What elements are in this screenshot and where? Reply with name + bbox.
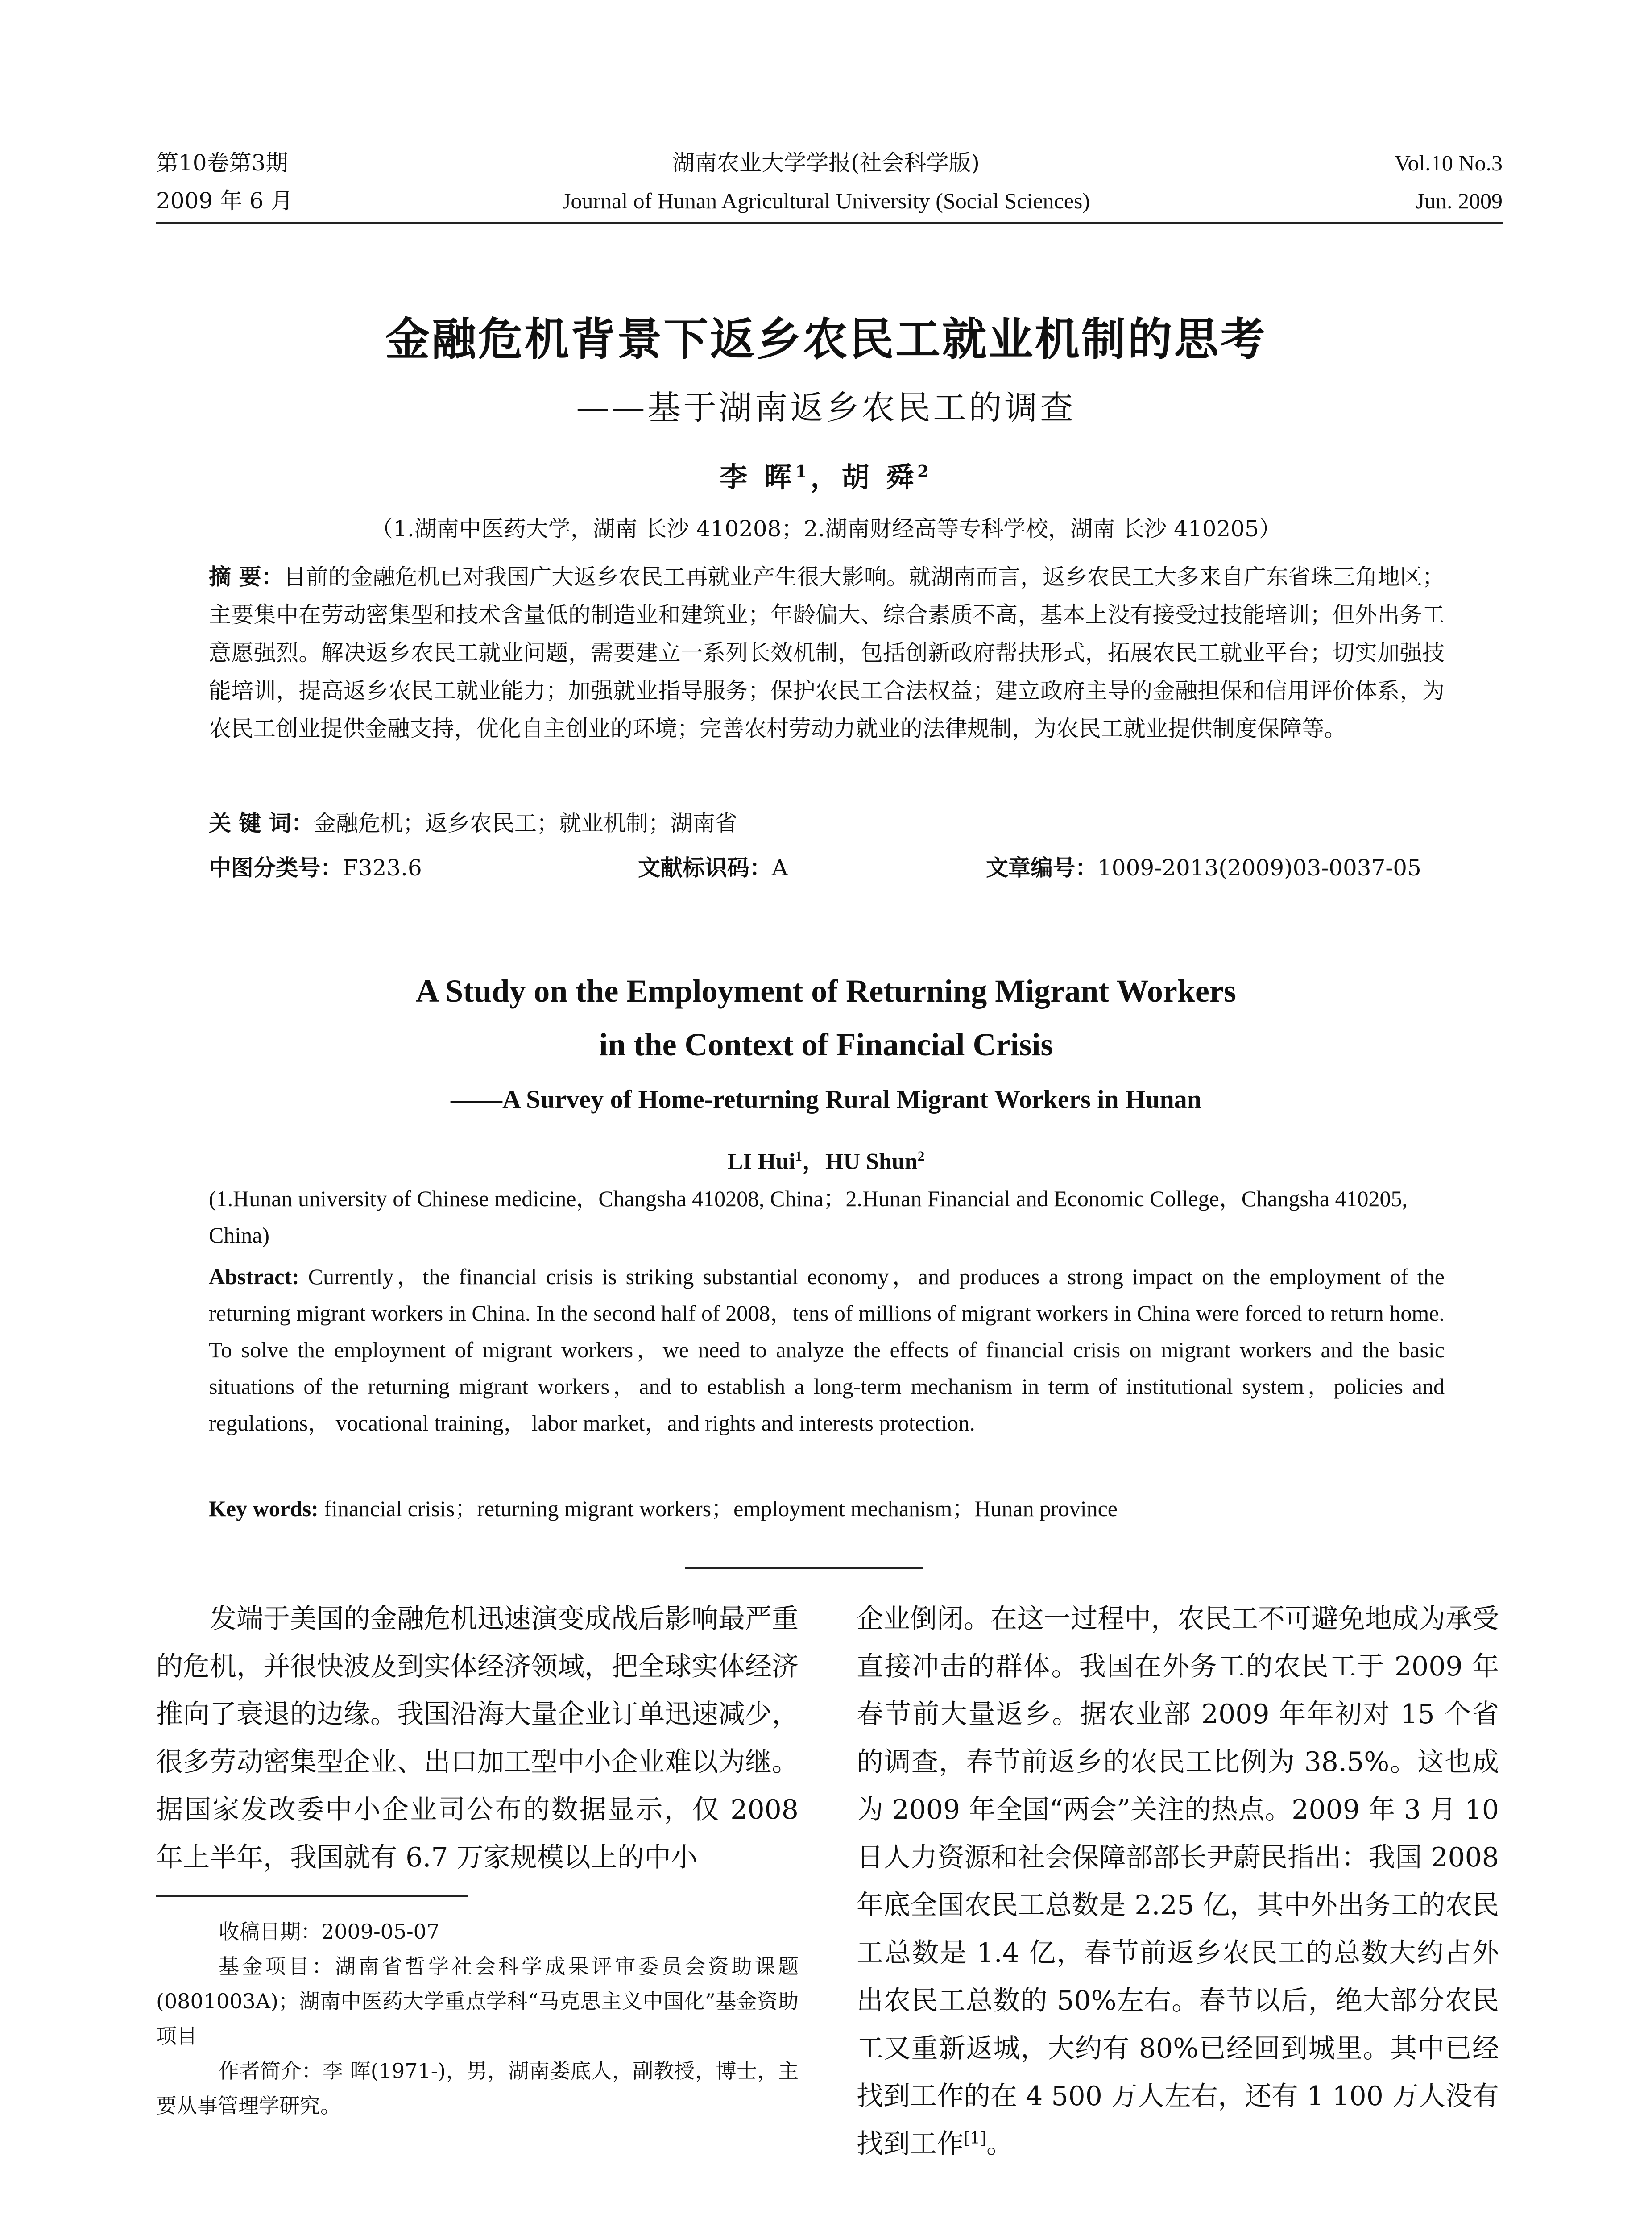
en-subtitle: ——A Survey of Home-returning Rural Migrant Workers in Hunan: [450, 1085, 1202, 1114]
cn-author-1-sup: 1: [795, 461, 811, 481]
cn-author-2: 胡 舜: [841, 461, 918, 493]
cn-author-sep: ，: [810, 461, 842, 493]
en-abstract-label: Abstract:: [209, 1264, 299, 1289]
cn-affiliation: （1.湖南中医药大学，湖南 长沙 410208；2.湖南财经高等专科学校，湖南 长沙 410205）: [371, 516, 1281, 542]
header-journal-en: Journal of Hunan Agricultural University (Social Sciences): [562, 188, 1090, 213]
body-right-text: 企业倒闭。在这一过程中，农民工不可避免地成为承受直接冲击的群体。我国在外务工的农民工于 2009 年春节前大量返乡。据农业部 2009 年年初对 15 个省的调查，春节前返乡的农民工比例为 38.5%。这也成为 2009 年全国“两会”关注的热点。2009 年 3 月 10 日人力资源和社会保障部部长尹蔚民指出：我国 2008 年底全国农民工总数是 2.25 亿，其中外出务工的农民工总数是 1.4 亿，春节前返乡农民工的总数大约占外出农民工总数的 50%左右。春节以后，绝大部分农民工又重新返城，大约有 80%已经回到城里。其中已经找到工作的在 4 500 万人左右，还有 1 100 万人没有找到工作: [857, 1603, 1499, 2160]
footnote-rule: [156, 1895, 468, 1897]
header-rule: [156, 222, 1503, 224]
en-abstract-text: Currently，the financial crisis is striking substantial economy，and produces a strong impact on the employment of the returning migrant workers in China. In the second half of 2008，tens of millions of migrant workers in China were forced to return home. To solve the employment of migrant workers，we need to analyze the effects of financial crisis on migrant workers and the basic situations of the returning migrant workers，and to establish a long-term mechanism in term of institutional system，policies and regulations， vocational training， labor market，and rights and interests protection.: [209, 1264, 1445, 1435]
citation-ref: [1]: [964, 2129, 986, 2148]
body-right-paragraph: [857, 1595, 1499, 2168]
header-volume-en: Vol.10 No.3: [1394, 150, 1503, 175]
section-divider: [685, 1567, 923, 1569]
cn-clc-value: F323.6: [343, 855, 422, 881]
en-keywords: [209, 1490, 1445, 1527]
footnote-fund: 基金项目：湖南省哲学社会科学成果评审委员会资助课题(0801003A)；湖南中医药大学重点学科“马克思主义中国化”基金资助项目: [156, 1954, 799, 2048]
cn-article-value: 1009-2013(2009)03-0037-05: [1097, 855, 1421, 881]
en-title-line1: A Study on the Employment of Returning Migrant Workers: [416, 973, 1236, 1009]
header-volume-cn: 第10卷第3期: [156, 150, 288, 176]
en-title-line2: in the Context of Financial Crisis: [599, 1027, 1053, 1062]
en-keywords-label: Key words:: [209, 1496, 319, 1521]
cn-author-2-sup: 2: [917, 461, 932, 481]
cn-doc-label: 文献标识码：: [638, 854, 772, 881]
cn-author-1: 李 晖: [720, 461, 795, 493]
header-journal-cn: 湖南农业大学学报(社会科学版): [672, 150, 980, 176]
cn-article-number: [986, 852, 1421, 883]
cn-abstract-text: 目前的金融危机已对我国广大返乡农民工再就业产生很大影响。就湖南而言，返乡农民工大多来自广东省珠三角地区；主要集中在劳动密集型和技术含量低的制造业和建筑业；年龄偏大、综合素质不高，基本上没有接受过技能培训；但外出务工意愿强烈。解决返乡农民工就业问题，需要建立一系列长效机制，包括创新政府帮扶形式，拓展农民工就业平台；切实加强技能培训，提高返乡农民工就业能力；加强就业指导服务；保护农民工合法权益；建立政府主导的金融担保和信用评价体系，为农民工创业提供金融支持，优化自主创业的环境；完善农村劳动力就业的法律规制，为农民工就业提供制度保障等。: [209, 564, 1445, 742]
cn-keywords: [209, 808, 737, 839]
en-author-1-sup: 1: [795, 1148, 803, 1164]
cn-authors: [0, 455, 1652, 495]
en-authors: [0, 1142, 1652, 1176]
cn-keywords-label: 关 键 词：: [209, 810, 314, 836]
header-date-cn: 2009 年 6 月: [156, 188, 293, 214]
en-affiliation: (1.Hunan university of Chinese medicine，Changsha 410208, China；2.Hunan Financial and Economic College，Changsha 410205, China): [209, 1186, 1408, 1248]
footnote-author-bio: 作者简介：李 晖(1971-)，男，湖南娄底人，副教授，博士，主要从事管理学研究。: [156, 2059, 799, 2118]
en-author-1: LI Hui: [727, 1149, 795, 1174]
footnote-received: 收稿日期：2009-05-07: [219, 1920, 440, 1944]
en-author-2-sup: 2: [917, 1148, 925, 1164]
header-date-en: Jun. 2009: [1416, 188, 1503, 213]
cn-title: 金融危机背景下返乡农民工就业机制的思考: [385, 313, 1267, 365]
cn-doc-value: A: [772, 855, 788, 881]
cn-clc-label: 中图分类号：: [209, 854, 343, 881]
cn-keywords-text: 金融危机；返乡农民工；就业机制；湖南省: [313, 810, 737, 836]
cn-doc-code: [638, 852, 788, 883]
en-keywords-text: financial crisis；returning migrant workers；employment mechanism；Hunan province: [324, 1496, 1118, 1521]
cn-abstract-label: 摘 要：: [209, 564, 284, 590]
en-abstract: [209, 1258, 1445, 1441]
en-author-2: HU Shun: [825, 1149, 918, 1174]
cn-abstract: [209, 558, 1445, 748]
cn-clc: [209, 852, 422, 883]
body-left-paragraph: 发端于美国的金融危机迅速演变成战后影响最严重的危机，并很快波及到实体经济领域，把全球实体经济推向了衰退的边缘。我国沿海大量企业订单迅速减少，很多劳动密集型企业、出口加工型中小企业难以为继。据国家发改委中小企业司公布的数据显示，仅 2008 年上半年，我国就有 6.7 万家规模以上的中小: [156, 1603, 799, 1873]
body-right-end: 。: [986, 2128, 1013, 2160]
en-author-sep: ，: [802, 1149, 826, 1174]
cn-article-label: 文章编号：: [986, 854, 1097, 881]
cn-subtitle: ——基于湖南返乡农民工的调查: [576, 389, 1076, 427]
